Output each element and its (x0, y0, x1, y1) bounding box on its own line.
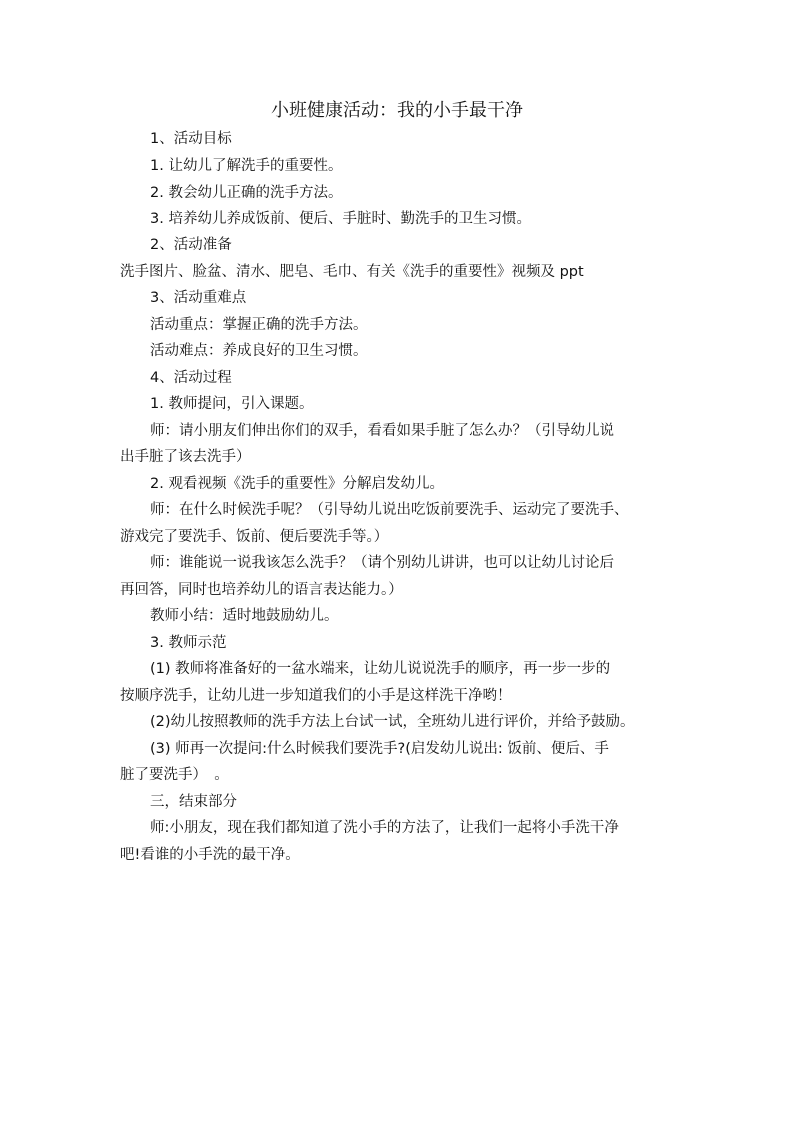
paragraph-line: (3) 师再一次提问:什么时候我们要洗手?(启发幼儿说出: 饭前、便后、手 (150, 741, 609, 757)
paragraph-line: 吧!看谁的小手洗的最干净。 (120, 847, 300, 863)
heading-preparation: 2、活动准备 (150, 237, 232, 253)
paragraph-line: 游戏完了要洗手、饭前、便后要洗手等。） (120, 529, 389, 545)
paragraph-line: (2)幼儿按照教师的洗手方法上台试一试，全班幼儿进行评价，并给予鼓励。 (150, 714, 635, 730)
difficult-point-text: 活动难点：养成良好的卫生习惯。 (150, 343, 368, 359)
heading-ending: 三，结束部分 (150, 794, 237, 810)
heading-process: 4、活动过程 (150, 370, 232, 386)
objective-item: 2. 教会幼儿正确的洗手方法。 (150, 185, 343, 201)
objective-item: 3. 培养幼儿养成饭前、便后、手脏时、勤洗手的卫生习惯。 (150, 211, 531, 227)
paragraph-line: (1) 教师将准备好的一盆水端来，让幼儿说说洗手的顺序，再一步一步的 (150, 661, 611, 677)
paragraph-line: 师：谁能说一说我该怎么洗手？（请个别幼儿讲讲，也可以让幼儿讨论后 (150, 555, 614, 571)
preparation-text: 洗手图片、脸盆、清水、肥皂、毛巾、有关《洗手的重要性》视频及 ppt (120, 264, 584, 280)
paragraph-line: 脏了要洗手） 。 (120, 767, 229, 783)
heading-key-points: 3、活动重难点 (150, 290, 247, 306)
key-point-text: 活动重点：掌握正确的洗手方法。 (150, 317, 368, 333)
process-step: 3. 教师示范 (150, 635, 227, 651)
paragraph-line: 师：在什么时候洗手呢？（引导幼儿说出吃饭前要洗手、运动完了要洗手、 (150, 502, 629, 518)
paragraph-line: 按顺序洗手，让幼儿进一步知道我们的小手是这样洗干净哟！ (120, 688, 512, 704)
document-title: 小班健康活动：我的小手最干净 (271, 100, 523, 121)
objective-item: 1. 让幼儿了解洗手的重要性。 (150, 158, 343, 174)
process-step: 2. 观看视频《洗手的重要性》分解启发幼儿。 (150, 476, 444, 492)
heading-objectives: 1、活动目标 (150, 131, 232, 147)
paragraph-line: 再回答，同时也培养幼儿的语言表达能力。） (120, 582, 403, 598)
process-step: 1. 教师提问，引入课题。 (150, 396, 314, 412)
paragraph-line: 师：请小朋友们伸出你们的双手，看看如果手脏了怎么办？（引导幼儿说 (150, 423, 614, 439)
paragraph-line: 教师小结：适时地鼓励幼儿。 (150, 608, 339, 624)
paragraph-line: 师:小朋友，现在我们都知道了洗小手的方法了，让我们一起将小手洗干净 (150, 820, 619, 836)
paragraph-line: 出手脏了该去洗手） (120, 449, 251, 465)
